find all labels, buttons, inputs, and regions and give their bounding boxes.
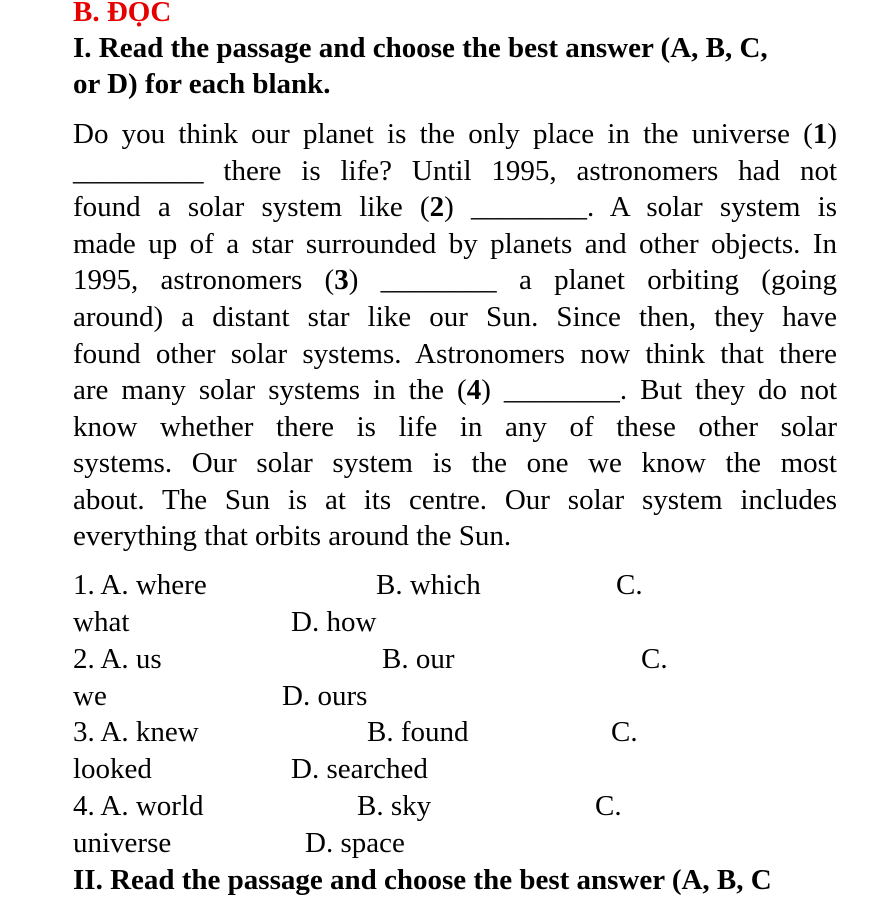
question-4-option-c-text: universe [73,827,172,859]
blank-3: ________ [380,264,497,296]
blank-1: _________ [73,155,204,187]
question-2-option-c-text: we [73,680,107,712]
question-3-option-a: 3. A. knew [73,716,199,748]
question-1-option-d: D. how [291,606,377,638]
instruction-line-1: I. Read the passage and choose the best answer (A, B, C, [73,32,768,64]
question-3-option-b: B. found [367,716,469,748]
passage-text: Do you think our planet is the only place in the universe ( [73,118,813,150]
instruction-line-2: or D) for each blank. [73,68,331,100]
question-1-option-b: B. which [376,569,481,601]
passage-line-1 [73,116,837,152]
blank-number-2: 2 [429,191,445,223]
question-3-option-c-label: C. [611,716,638,748]
passage-line-12: everything that orbits around the Sun. [73,520,512,552]
blank-4: ________ [503,374,620,406]
blank-number-3: 3 [334,264,349,296]
passage-line-2 [73,153,837,189]
passage-line-8 [73,372,837,408]
question-1-option-a: 1. A. where [73,569,207,601]
passage-line-6: around) a distant star like our Sun. Since then, they have [73,301,837,333]
passage-text: ) [444,191,454,223]
passage-text: a planet orbiting (going [518,264,838,296]
passage-text: found a solar system like ( [73,191,430,223]
question-4-option-b: B. sky [357,790,432,822]
question-1-option-c-text: what [73,606,130,638]
passage-line-7: found other solar systems. Astronomers now think that there [73,338,837,370]
question-2-option-b: B. our [382,643,455,675]
passage-text: ) [827,118,837,150]
passage-line-5 [73,262,837,298]
question-3-option-c-text: looked [73,753,152,785]
passage-text: . But they do not [619,374,837,406]
section-title: B. ĐỌC [73,0,172,28]
blank-2: ________ [470,191,587,223]
passage-text: . A solar system is [586,191,837,223]
passage-text: ) [348,264,359,296]
passage-line-11: about. The Sun is at its centre. Our solar system includes [73,484,837,516]
question-3-option-d: D. searched [291,753,428,785]
passage-line-3 [73,189,837,225]
question-2-option-c-label: C. [641,643,668,675]
next-section-heading-partial: II. Read the passage and choose the best answer (A, B, C [73,864,772,896]
passage-line-10: systems. Our solar system is the one we know the most [73,447,837,479]
question-4-option-a: 4. A. world [73,790,204,822]
blank-number-4: 4 [466,374,482,406]
passage-text: ) [481,374,491,406]
passage-line-9: know whether there is life in any of these other solar [73,411,837,443]
question-2-option-a: 2. A. us [73,643,162,675]
passage-line-4: made up of a star surrounded by planets and other objects. In [73,228,837,260]
passage-text: there is life? Until 1995, astronomers had not [223,155,838,187]
question-4-option-c-label: C. [595,790,622,822]
passage-text: are many solar systems in the ( [73,374,467,406]
question-2-option-d: D. ours [282,680,368,712]
question-1-option-c-label: C. [616,569,643,601]
blank-number-1: 1 [812,118,828,150]
passage-text: 1995, astronomers ( [73,264,335,296]
question-4-option-d: D. space [305,827,405,859]
